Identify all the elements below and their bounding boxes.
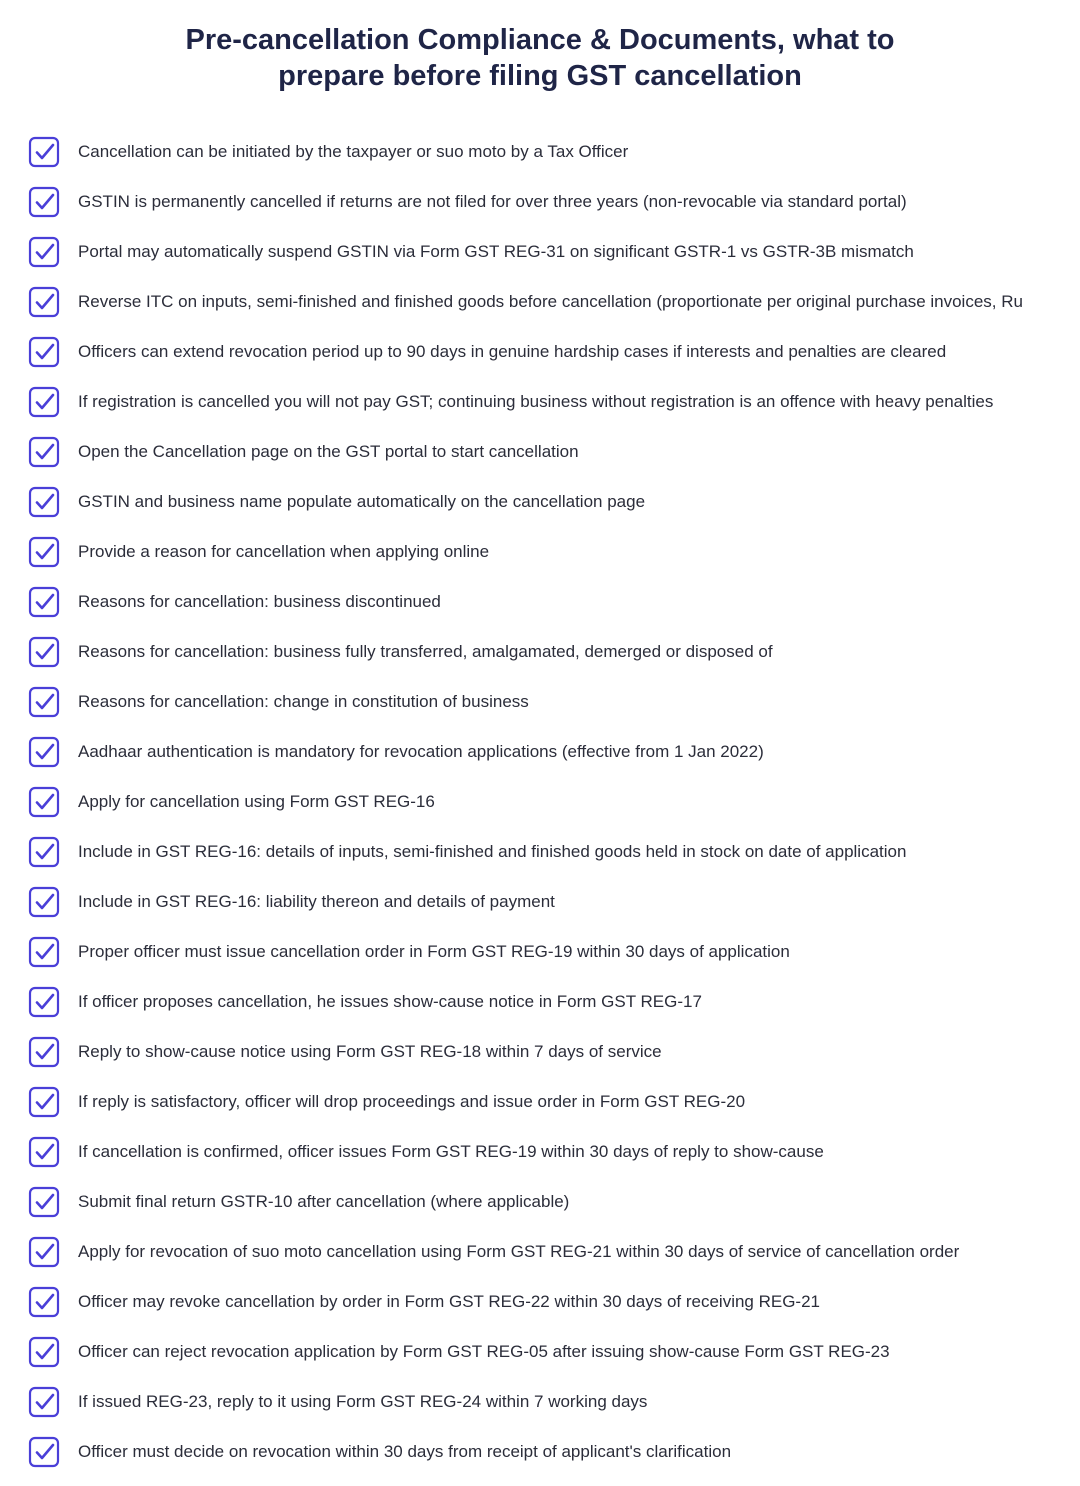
checkbox-checked-icon[interactable] bbox=[28, 286, 60, 318]
checkbox-checked-icon[interactable] bbox=[28, 986, 60, 1018]
checklist-item-label: Apply for revocation of suo moto cancellation using Form GST REG-21 within 30 days of service of cancellation order bbox=[78, 1242, 960, 1261]
checklist-item bbox=[0, 1327, 1080, 1377]
checklist-item bbox=[0, 277, 1080, 327]
checklist-item bbox=[0, 627, 1080, 677]
checklist-item-label: Provide a reason for cancellation when applying online bbox=[78, 542, 490, 561]
page-title bbox=[0, 0, 1080, 94]
checkbox-checked-icon[interactable] bbox=[28, 686, 60, 718]
checkbox-checked-icon[interactable] bbox=[28, 1036, 60, 1068]
checklist-item bbox=[0, 427, 1080, 477]
checklist-item-label: Include in GST REG-16: details of inputs, semi-finished and finished goods held in stock on date of application bbox=[78, 842, 907, 861]
checklist-item-label: Reasons for cancellation: business discontinued bbox=[78, 592, 441, 611]
checklist-item bbox=[0, 477, 1080, 527]
checkbox-checked-icon[interactable] bbox=[28, 386, 60, 418]
checkbox-checked-icon[interactable] bbox=[28, 736, 60, 768]
checkbox-checked-icon[interactable] bbox=[28, 636, 60, 668]
checklist-item bbox=[0, 927, 1080, 977]
checklist-item bbox=[0, 1177, 1080, 1227]
checklist-item-label: Include in GST REG-16: liability thereon and details of payment bbox=[78, 892, 555, 911]
checklist-item-label: If issued REG-23, reply to it using Form GST REG-24 within 7 working days bbox=[78, 1392, 648, 1411]
checkbox-checked-icon[interactable] bbox=[28, 1386, 60, 1418]
checklist-item bbox=[0, 677, 1080, 727]
checklist-item bbox=[0, 1077, 1080, 1127]
checklist-item-label: Apply for cancellation using Form GST REG-16 bbox=[78, 792, 435, 811]
checklist-item-label: Officers can extend revocation period up to 90 days in genuine hardship cases if interests and penalties are cleared bbox=[78, 342, 947, 361]
checkbox-checked-icon[interactable] bbox=[28, 1336, 60, 1368]
checklist-item bbox=[0, 1127, 1080, 1177]
checklist-item-label: Aadhaar authentication is mandatory for revocation applications (effective from 1 Jan 2022) bbox=[78, 742, 764, 761]
checkbox-checked-icon[interactable] bbox=[28, 136, 60, 168]
checklist-item-label: GSTIN and business name populate automatically on the cancellation page bbox=[78, 492, 646, 511]
checkbox-checked-icon[interactable] bbox=[28, 1186, 60, 1218]
checklist-item-label: Proper officer must issue cancellation order in Form GST REG-19 within 30 days of application bbox=[78, 942, 790, 961]
checkbox-checked-icon[interactable] bbox=[28, 936, 60, 968]
checklist-item-label: Reply to show-cause notice using Form GST REG-18 within 7 days of service bbox=[78, 1042, 662, 1061]
checklist-item bbox=[0, 877, 1080, 927]
checkbox-checked-icon[interactable] bbox=[28, 1436, 60, 1468]
checkbox-checked-icon[interactable] bbox=[28, 1136, 60, 1168]
compliance-checklist bbox=[0, 127, 1080, 1477]
checklist-item bbox=[0, 1427, 1080, 1477]
checkbox-checked-icon[interactable] bbox=[28, 586, 60, 618]
checklist-item-label: Reverse ITC on inputs, semi-finished and finished goods before cancellation (proportionate per original purchase invoices, Ru bbox=[78, 292, 1023, 311]
checklist-item-label: GSTIN is permanently cancelled if returns are not filed for over three years (non-revocable via standard portal) bbox=[78, 192, 907, 211]
checkbox-checked-icon[interactable] bbox=[28, 1086, 60, 1118]
checklist-item-label: If registration is cancelled you will not pay GST; continuing business without registration is an offence with heavy penalties bbox=[78, 392, 994, 411]
page-title-line-2: prepare before filing GST cancellation bbox=[278, 60, 802, 92]
checklist-item-label: Open the Cancellation page on the GST portal to start cancellation bbox=[78, 442, 579, 461]
checklist-item bbox=[0, 777, 1080, 827]
checklist-item bbox=[0, 527, 1080, 577]
checklist-item-label: If reply is satisfactory, officer will drop proceedings and issue order in Form GST REG-20 bbox=[78, 1092, 746, 1111]
checkbox-checked-icon[interactable] bbox=[28, 886, 60, 918]
checklist-item bbox=[0, 1277, 1080, 1327]
checklist-item bbox=[0, 127, 1080, 177]
checkbox-checked-icon[interactable] bbox=[28, 1236, 60, 1268]
checkbox-checked-icon[interactable] bbox=[28, 786, 60, 818]
checklist-item-label: If officer proposes cancellation, he issues show-cause notice in Form GST REG-17 bbox=[78, 992, 702, 1011]
checklist-item bbox=[0, 977, 1080, 1027]
page-title-line-1: Pre-cancellation Compliance & Documents, what to bbox=[185, 24, 895, 56]
checklist-item bbox=[0, 727, 1080, 777]
checklist-item bbox=[0, 227, 1080, 277]
checklist-item-label: Reasons for cancellation: business fully transferred, amalgamated, demerged or disposed of bbox=[78, 642, 773, 661]
checklist-item-label: Officer must decide on revocation within 30 days from receipt of applicant's clarification bbox=[78, 1442, 732, 1461]
checklist-item-label: Officer may revoke cancellation by order in Form GST REG-22 within 30 days of receiving REG-21 bbox=[78, 1292, 821, 1311]
checkbox-checked-icon[interactable] bbox=[28, 486, 60, 518]
checklist-item bbox=[0, 577, 1080, 627]
checklist-item bbox=[0, 1227, 1080, 1277]
checkbox-checked-icon[interactable] bbox=[28, 536, 60, 568]
checkbox-checked-icon[interactable] bbox=[28, 836, 60, 868]
checklist-item-label: Portal may automatically suspend GSTIN via Form GST REG-31 on significant GSTR-1 vs GSTR-3B mismatch bbox=[78, 242, 914, 261]
checklist-item bbox=[0, 177, 1080, 227]
checkbox-checked-icon[interactable] bbox=[28, 1286, 60, 1318]
checkbox-checked-icon[interactable] bbox=[28, 436, 60, 468]
checkbox-checked-icon[interactable] bbox=[28, 336, 60, 368]
checklist-item-label: Cancellation can be initiated by the taxpayer or suo moto by a Tax Officer bbox=[78, 142, 629, 161]
checklist-item-label: If cancellation is confirmed, officer issues Form GST REG-19 within 30 days of reply to show-cause bbox=[78, 1142, 824, 1161]
checklist-item bbox=[0, 1027, 1080, 1077]
checklist-item bbox=[0, 1377, 1080, 1427]
checkbox-checked-icon[interactable] bbox=[28, 186, 60, 218]
checklist-item bbox=[0, 377, 1080, 427]
checklist-item bbox=[0, 327, 1080, 377]
checklist-item-label: Submit final return GSTR-10 after cancellation (where applicable) bbox=[78, 1192, 570, 1211]
checklist-item-label: Reasons for cancellation: change in constitution of business bbox=[78, 692, 529, 711]
checkbox-checked-icon[interactable] bbox=[28, 236, 60, 268]
checklist-item-label: Officer can reject revocation application by Form GST REG-05 after issuing show-cause Form GST REG-23 bbox=[78, 1342, 890, 1361]
checklist-item bbox=[0, 827, 1080, 877]
